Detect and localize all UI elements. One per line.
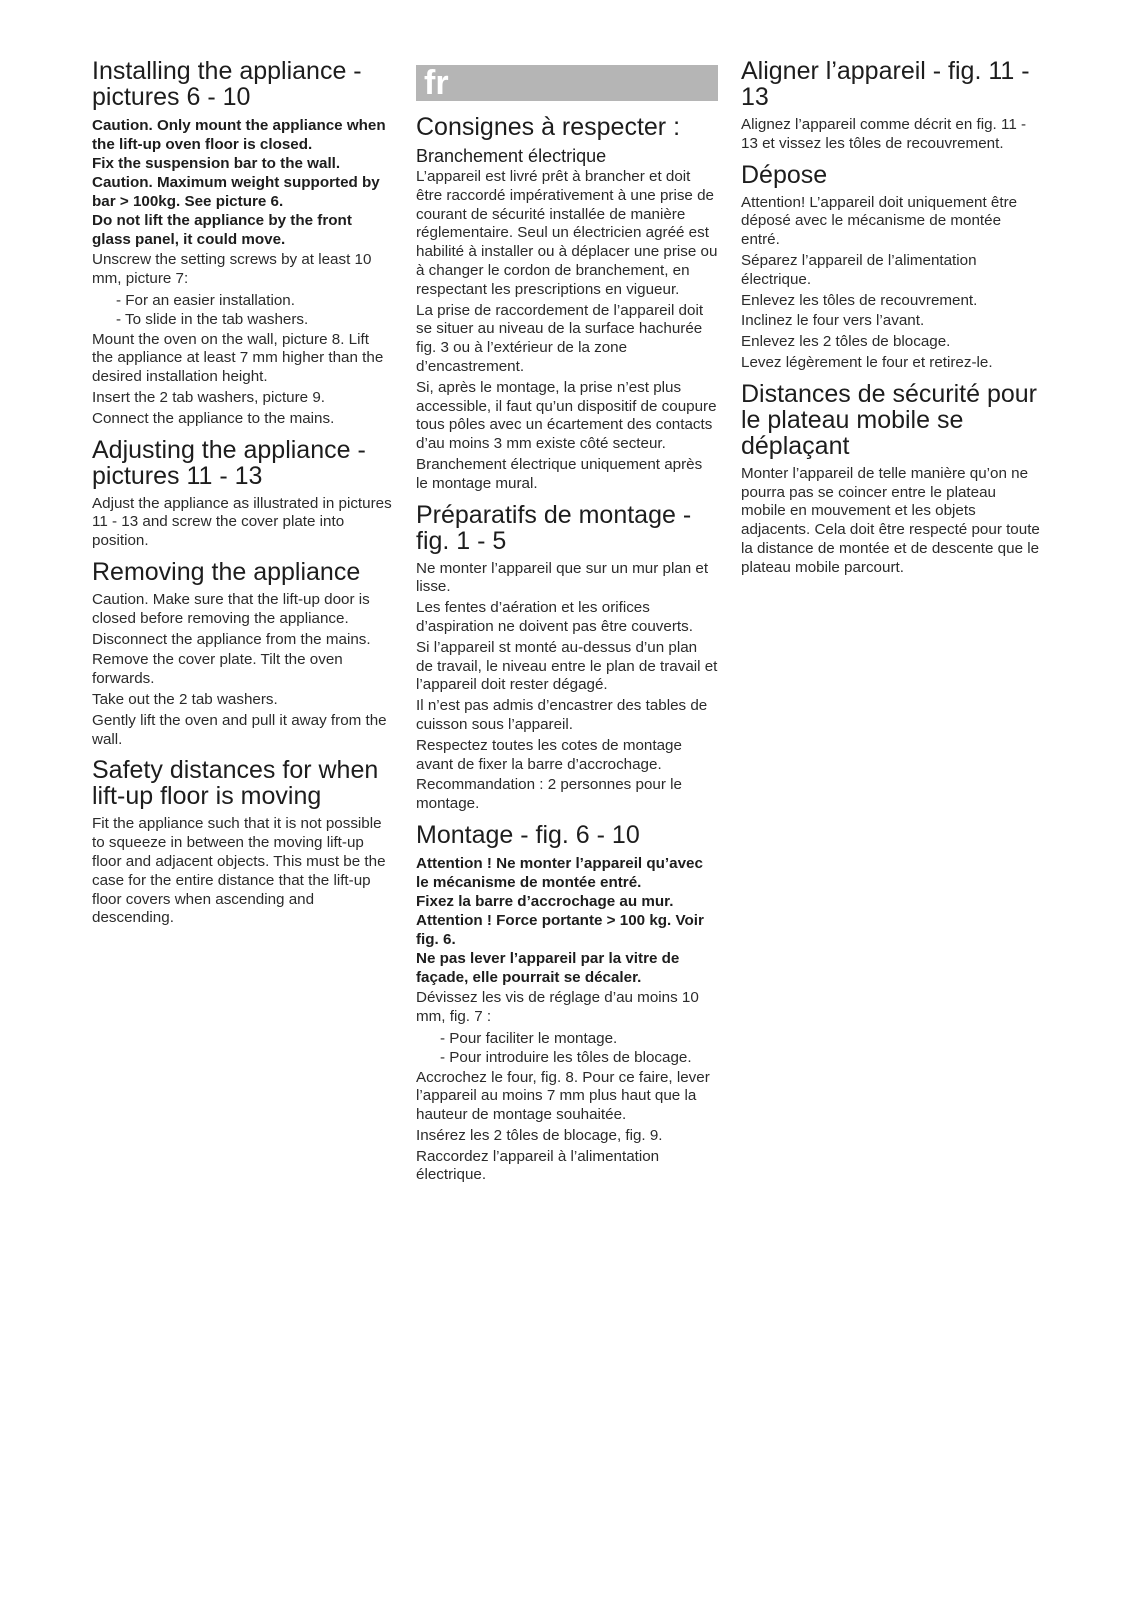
column-english	[92, 58, 392, 936]
heading-adjusting: Adjusting the appliance - pictures 11 - 13	[92, 435, 366, 490]
paragraph: Remove the cover plate. Tilt the oven forwards.	[92, 651, 343, 688]
paragraph: Inclinez le four vers l’avant.	[741, 312, 925, 330]
paragraph: Mount the oven on the wall, picture 8. Lift the appliance at least 7 mm higher than the desired installation height.	[92, 330, 384, 386]
list-item: - For an easier installation.	[116, 291, 392, 310]
paragraph: Adjust the appliance as illustrated in pictures 11 - 13 and screw the cover plate into position.	[92, 494, 392, 550]
paragraph: Recommandation : 2 personnes pour le montage.	[416, 776, 682, 813]
section-adjusting	[92, 437, 392, 551]
warning-text: Do not lift the appliance by the front glass panel, it could move.	[92, 212, 352, 248]
bullet-list	[92, 291, 392, 329]
paragraph: Caution. Make sure that the lift-up door is closed before removing the appliance.	[92, 590, 370, 627]
paragraph: Ne monter l’appareil que sur un mur plan et lisse.	[416, 559, 709, 596]
paragraph: Insert the 2 tab washers, picture 9.	[92, 388, 325, 406]
section-distances	[741, 381, 1041, 578]
list-item: - To slide in the tab washers.	[116, 310, 392, 329]
warning-block	[416, 854, 718, 987]
paragraph: Unscrew the setting screws by at least 10 mm, picture 7:	[92, 251, 372, 287]
language-bar	[416, 65, 718, 101]
paragraph: Insérez les 2 tôles de blocage, fig. 9.	[416, 1126, 663, 1144]
paragraph: Gently lift the oven and pull it away from the wall.	[92, 711, 387, 748]
heading-preparatifs: Préparatifs de montage - fig. 1 - 5	[416, 500, 692, 555]
paragraph: Fit the appliance such that it is not possible to squeeze in between the moving lift-up floor and adjacent objects. This must be the case for the entire distance that the lift-up floor covers when ascending and descending.	[92, 815, 386, 927]
warning-text: Attention ! Force portante > 100 kg. Voir fig. 6.	[416, 911, 704, 948]
paragraph: Disconnect the appliance from the mains.	[92, 630, 371, 648]
section-aligner	[741, 58, 1041, 154]
section-montage	[416, 822, 718, 1185]
section-safety	[92, 757, 392, 928]
section-preparatifs	[416, 502, 718, 814]
heading-montage: Montage - fig. 6 - 10	[416, 820, 640, 849]
paragraph: Attention! L’appareil doit uniquement être déposé avec le mécanisme de montée entré.	[741, 193, 1018, 249]
paragraph: Il n’est pas admis d’encastrer des tables de cuisson sous l’appareil.	[416, 697, 708, 733]
paragraph: L’appareil est livré prêt à brancher et doit être raccordé impérativement à une prise de courant de sécurité installée de manière réglementaire. Seul un électricien agréé est habilité à installer ou à déplacer une prise ou à changer le cordon de branchement, en respectant les prescriptions en vigueur.	[416, 168, 718, 298]
heading-aligner: Aligner l’appareil - fig. 11 - 13	[741, 57, 1030, 111]
warning-text: Caution. Maximum weight supported by bar > 100kg. See picture 6.	[92, 174, 380, 210]
subheading-branchement: Branchement électrique	[416, 146, 607, 166]
warning-text: Ne pas lever l’appareil par la vitre de façade, elle pourrait se décaler.	[416, 949, 680, 986]
paragraph: La prise de raccordement de l’appareil doit se situer au niveau de la surface hachurée fig. 3 ou à l’extérieur de la zone d’encastrement.	[416, 301, 704, 375]
column-french-1	[416, 58, 718, 1193]
heading-depose: Dépose	[741, 160, 828, 189]
section-consignes	[416, 114, 718, 494]
paragraph: Si, après le montage, la prise n’est plus accessible, il faut qu’un dispositif de coupure tous pôles avec un écartement des contacts d’au moins 3 mm existe côté secteur.	[416, 378, 717, 453]
bullet-list	[416, 1029, 718, 1067]
warning-text: Attention ! Ne monter l’appareil qu’avec le mécanisme de montée entré.	[416, 854, 703, 891]
paragraph: Branchement électrique uniquement après le montage mural.	[416, 455, 703, 492]
paragraph: Alignez l’appareil comme décrit en fig. 11 - 13 et vissez les tôles de recouvrement.	[741, 116, 1027, 152]
warning-text: Fix the suspension bar to the wall.	[92, 155, 341, 172]
paragraph: Enlevez les tôles de recouvrement.	[741, 291, 978, 309]
paragraph: Dévissez les vis de réglage d’au moins 10 mm, fig. 7 :	[416, 988, 699, 1025]
section-removing	[92, 559, 392, 749]
warning-text: Fixez la barre d’accrochage au mur.	[416, 892, 674, 910]
paragraph: Séparez l’appareil de l’alimentation électrique.	[741, 251, 977, 288]
list-item: - Pour introduire les tôles de blocage.	[440, 1048, 718, 1067]
heading-safety: Safety distances for when lift-up floor is moving	[92, 756, 379, 811]
paragraph: Accrochez le four, fig. 8. Pour ce faire, lever l’appareil au moins 7 mm plus haut que la hauteur de montage souhaitée.	[416, 1068, 710, 1124]
warning-block	[92, 116, 392, 249]
paragraph: Enlevez les 2 tôles de blocage.	[741, 333, 951, 351]
warning-text: Caution. Only mount the appliance when the lift-up oven floor is closed.	[92, 117, 386, 153]
paragraph: Monter l’appareil de telle manière qu’on ne pourra pas se coincer entre le plateau mobile en mouvement et les objets adjacents. Cela doit être respecté pour toute la distance de montée et de descente que le plateau mobile parcourt.	[741, 464, 1040, 576]
paragraph: Les fentes d’aération et les orifices d’aspiration ne doivent pas être couverts.	[416, 599, 693, 635]
language-label: fr	[424, 64, 449, 102]
paragraph: Respectez toutes les cotes de montage avant de fixer la barre d’accrochage.	[416, 736, 682, 773]
paragraph: Levez légèrement le four et retirez-le.	[741, 353, 993, 371]
heading-distances: Distances de sécurité pour le plateau mobile se déplaçant	[741, 379, 1037, 460]
section-depose	[741, 162, 1041, 373]
paragraph: Connect the appliance to the mains.	[92, 409, 335, 427]
heading-installing: Installing the appliance - pictures 6 - 10	[92, 57, 362, 111]
paragraph: Si l’appareil st monté au-dessus d’un plan de travail, le niveau entre le plan de travail et l’appareil doit rester dégagé.	[416, 638, 718, 694]
section-installing	[92, 58, 392, 429]
heading-consignes: Consignes à respecter :	[416, 113, 681, 141]
paragraph: Raccordez l’appareil à l’alimentation électrique.	[416, 1147, 660, 1184]
paragraph: Take out the 2 tab washers.	[92, 690, 278, 708]
column-french-2	[741, 58, 1041, 586]
heading-removing: Removing the appliance	[92, 557, 361, 586]
list-item: - Pour faciliter le montage.	[440, 1029, 718, 1048]
